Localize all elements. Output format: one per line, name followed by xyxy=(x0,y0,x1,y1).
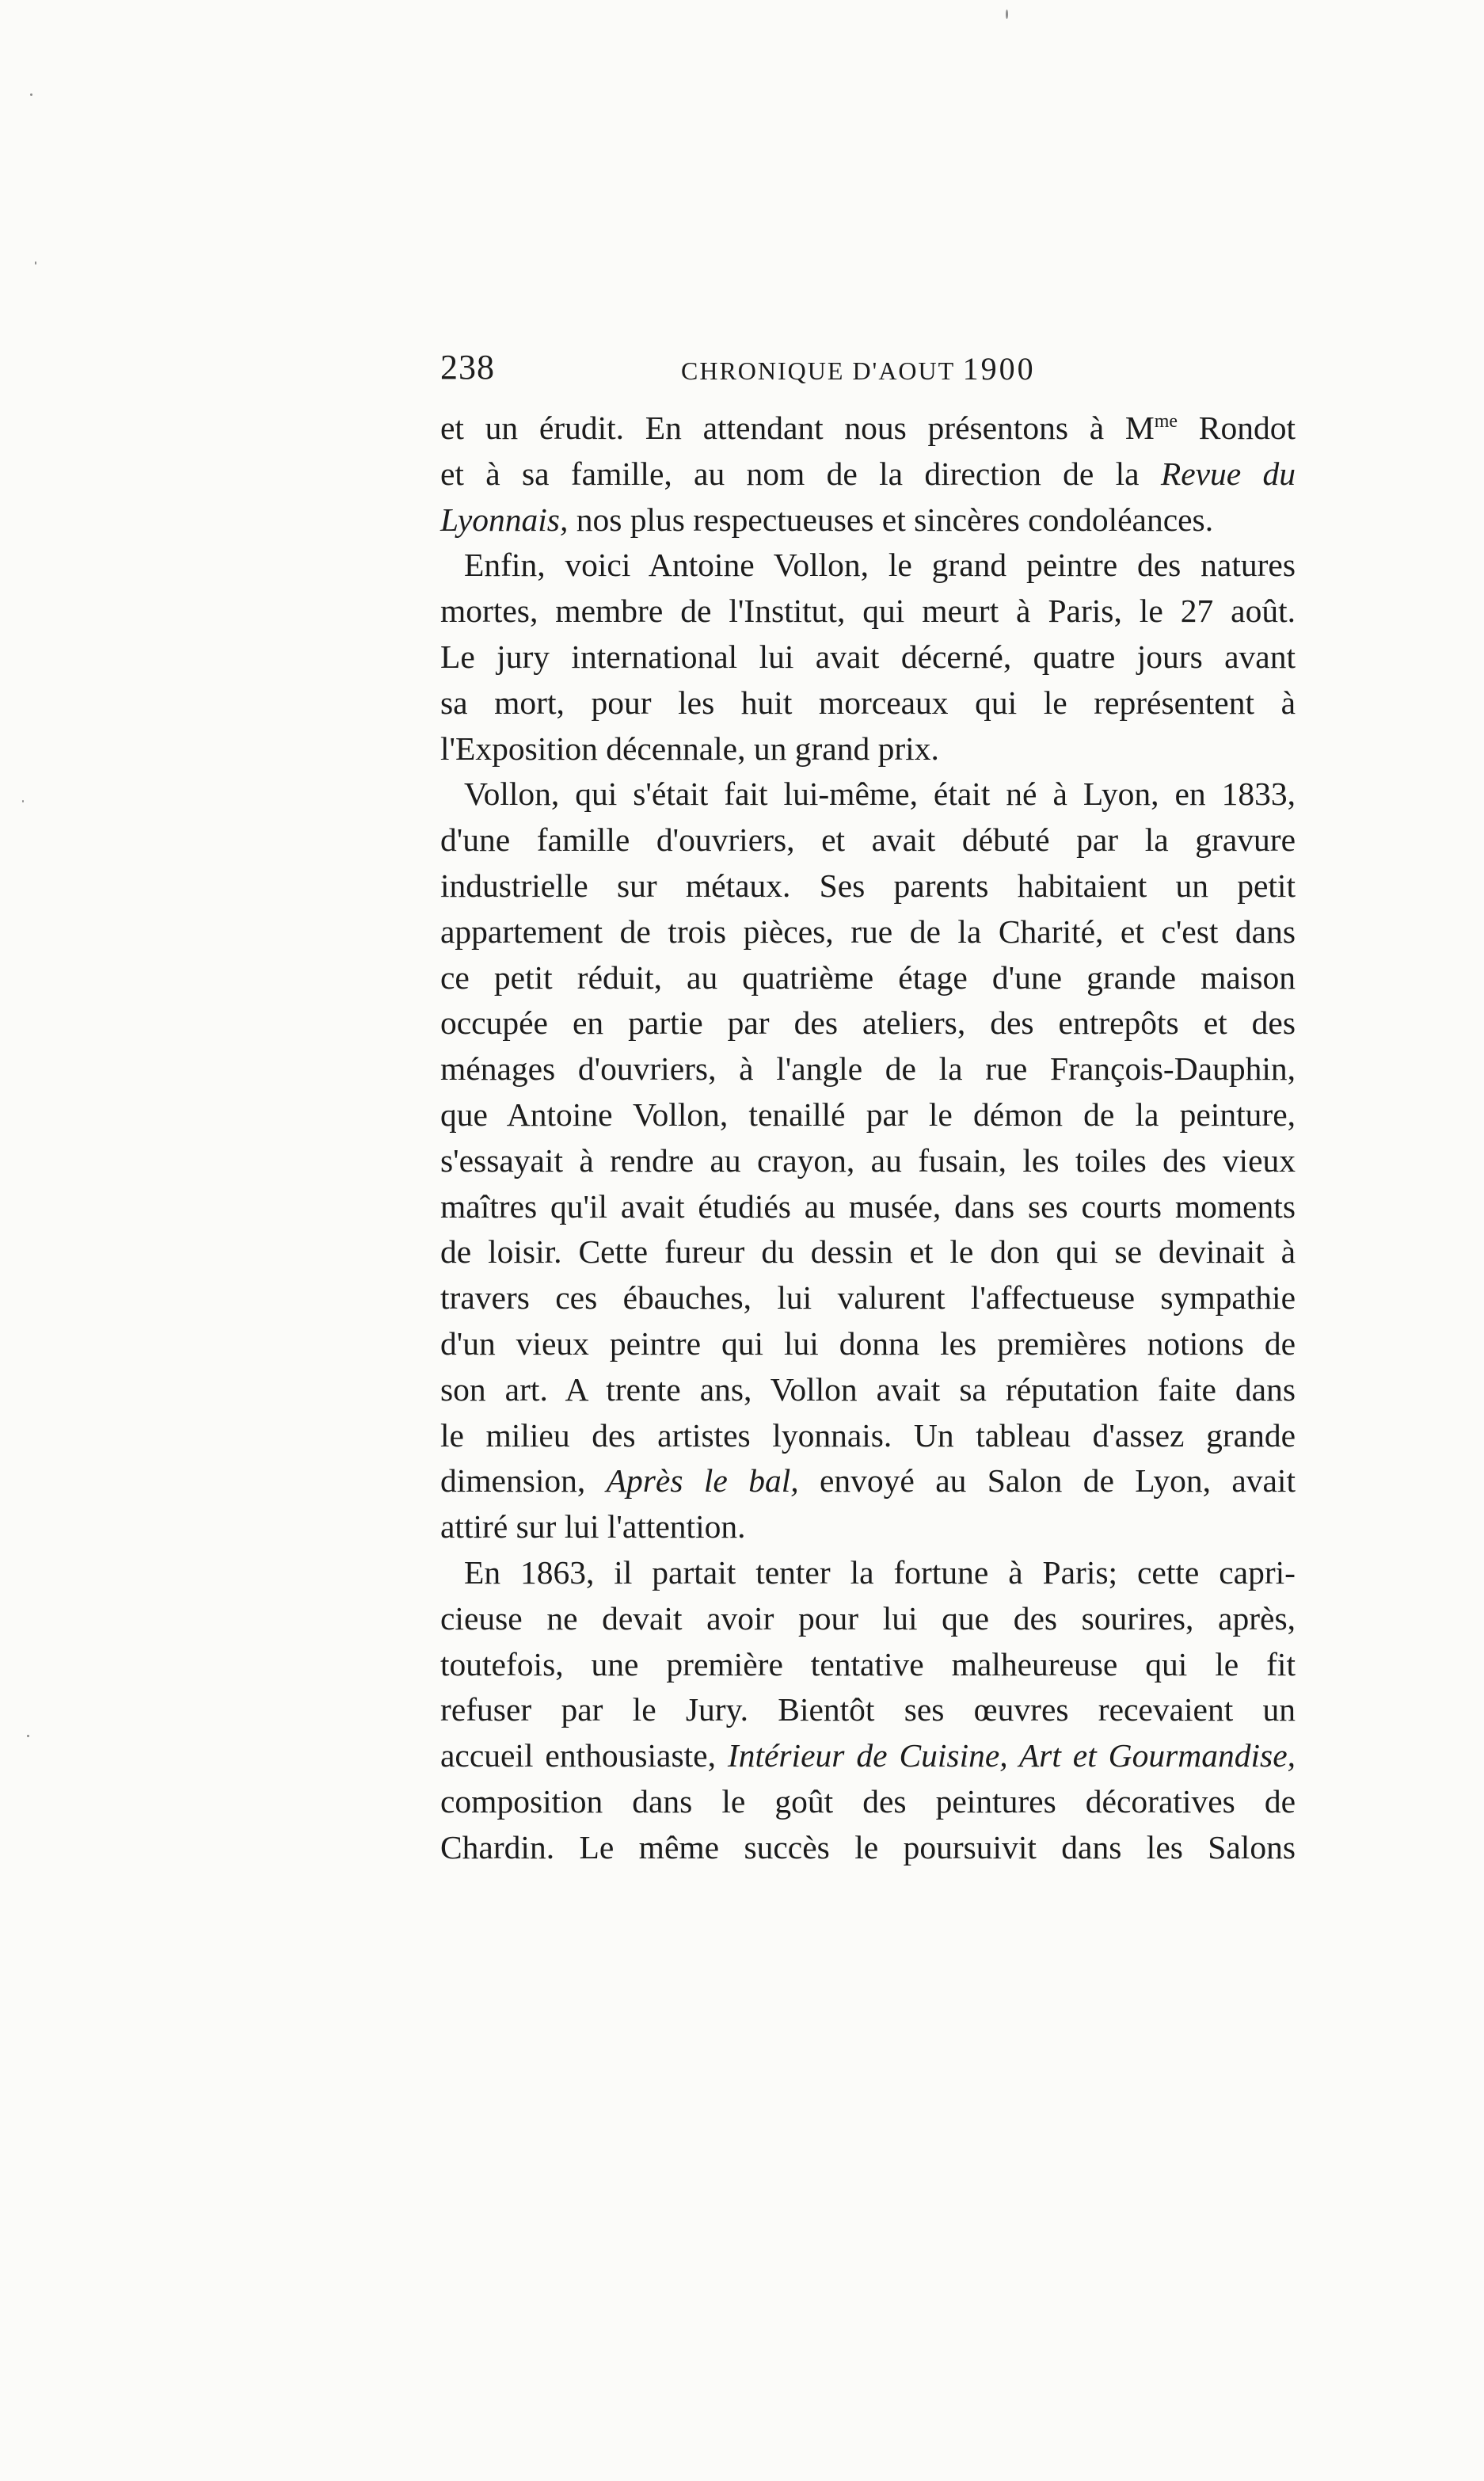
text-run: Rondot xyxy=(1178,410,1296,446)
italic-text: Après le bal, xyxy=(606,1462,799,1500)
page-number: 238 xyxy=(440,348,495,387)
text-line xyxy=(440,1229,1296,1275)
scan-speck xyxy=(27,1735,29,1737)
text-line xyxy=(440,1321,1296,1367)
text-line xyxy=(440,1184,1296,1230)
text-run: industrielle sur métaux. Ses parents habitaient un petit xyxy=(440,867,1296,904)
text-line xyxy=(440,1596,1296,1642)
text-run: le milieu des artistes lyonnais. Un tableau d'assez grande xyxy=(440,1416,1296,1454)
text-run: toutefois, une première tentative malheureuse qui le fit xyxy=(440,1645,1296,1683)
text-run: d'un vieux peintre qui lui donna les premières notions de xyxy=(440,1324,1296,1362)
text-run: cieuse ne devait avoir pour lui que des sourires, après, xyxy=(440,1599,1296,1637)
scan-speck xyxy=(22,800,24,802)
text-line xyxy=(440,1687,1296,1733)
text-line xyxy=(440,1458,1296,1504)
text-run: refuser par le Jury. Bientôt ses œuvres recevaient un xyxy=(440,1691,1296,1728)
text-run: s'essayait à rendre au crayon, au fusain, les toiles des vieux xyxy=(440,1141,1296,1179)
text-run: d'une famille d'ouvriers, et avait débuté par la gravure xyxy=(440,821,1296,859)
text-line xyxy=(440,680,1296,726)
text-line xyxy=(440,1779,1296,1825)
italic-text: Intérieur de Cuisine, Art et Gourmandise, xyxy=(727,1737,1296,1774)
text-run: En 1863, il partait tenter la fortune à Paris; cette capri- xyxy=(464,1553,1296,1591)
text-run: travers ces ébauches, lui valurent l'affectueuse sympathie xyxy=(440,1279,1296,1317)
text-run: ménages d'ouvriers, à l'angle de la rue François-Dauphin, xyxy=(440,1050,1296,1088)
text-line xyxy=(440,1275,1296,1321)
text-run: Vollon, qui s'était fait lui-même, était né à Lyon, en 1833, xyxy=(464,776,1296,813)
text-line xyxy=(440,772,1296,817)
text-run: que Antoine Vollon, tenaillé par le démon de la peinture, xyxy=(440,1096,1296,1133)
scan-speck xyxy=(30,93,32,96)
text-line xyxy=(440,452,1296,497)
text-line xyxy=(440,1138,1296,1184)
text-line xyxy=(440,635,1296,680)
text-run: maîtres qu'il avait étudiés au musée, dans ses courts moments xyxy=(440,1187,1296,1225)
text-line xyxy=(440,817,1296,863)
text-line xyxy=(440,1550,1296,1596)
text-run: occupée en partie par des ateliers, des entrepôts et des xyxy=(440,1004,1296,1042)
text-line xyxy=(440,1413,1296,1459)
text-line xyxy=(440,1733,1296,1779)
text-line xyxy=(440,863,1296,909)
text-run: son art. A trente ans, Vollon avait sa réputation faite dans xyxy=(440,1370,1296,1408)
text-line xyxy=(440,1504,1296,1550)
text-line xyxy=(440,497,1296,543)
page-header xyxy=(440,347,1296,394)
text-line xyxy=(440,1642,1296,1688)
text-run: Chardin. Le même succès le poursuivit dans les Salons xyxy=(440,1828,1296,1866)
text-run: et à sa famille, au nom de la direction de la xyxy=(440,455,1161,492)
text-run: envoyé au Salon de Lyon, avait xyxy=(798,1462,1296,1500)
text-run: mortes, membre de l'Institut, qui meurt à Paris, le 27 août. xyxy=(440,593,1296,630)
scan-speck xyxy=(1006,10,1008,19)
scan-speck xyxy=(35,261,36,265)
running-title-year: 1900 xyxy=(962,351,1036,387)
text-run: sa mort, pour les huit morceaux qui le représentent à xyxy=(440,684,1296,721)
body-text xyxy=(440,406,1296,1871)
superscript: me xyxy=(1154,411,1178,433)
text-run: accueil enthousiaste, xyxy=(440,1737,728,1774)
text-run: ce petit réduit, au quatrième étage d'une grande maison xyxy=(440,958,1296,996)
text-run: de loisir. Cette fureur du dessin et le don qui se devinait à xyxy=(440,1233,1296,1271)
text-run: attiré sur lui l'attention. xyxy=(440,1508,746,1545)
text-line xyxy=(440,1367,1296,1413)
text-run: Le jury international lui avait décerné, quatre jours avant xyxy=(440,638,1296,675)
text-line xyxy=(440,1046,1296,1092)
text-run: Enfin, voici Antoine Vollon, le grand peintre des natures xyxy=(464,547,1296,584)
text-run: et un érudit. En attendant nous présentons à M xyxy=(440,410,1155,446)
text-run: appartement de trois pièces, rue de la Charité, et c'est dans xyxy=(440,913,1296,950)
text-run: nos plus respectueuses et sincères condoléances. xyxy=(568,501,1214,538)
italic-text: Lyonnais, xyxy=(440,501,569,538)
text-run: dimension, xyxy=(440,1462,607,1500)
text-line xyxy=(440,1000,1296,1046)
text-line xyxy=(440,726,1296,772)
text-run: l'Exposition décennale, un grand prix. xyxy=(440,730,939,767)
text-run: composition dans le goût des peintures décoratives de xyxy=(440,1782,1296,1820)
italic-text: Revue du xyxy=(1160,455,1296,492)
running-title xyxy=(681,350,1036,387)
text-line xyxy=(440,955,1296,1001)
text-line xyxy=(440,1825,1296,1871)
text-line xyxy=(440,1092,1296,1138)
text-line xyxy=(440,543,1296,589)
text-line xyxy=(440,589,1296,635)
running-title-text: CHRONIQUE D'AOUT xyxy=(681,356,955,385)
text-line xyxy=(440,406,1296,452)
text-line xyxy=(440,909,1296,955)
